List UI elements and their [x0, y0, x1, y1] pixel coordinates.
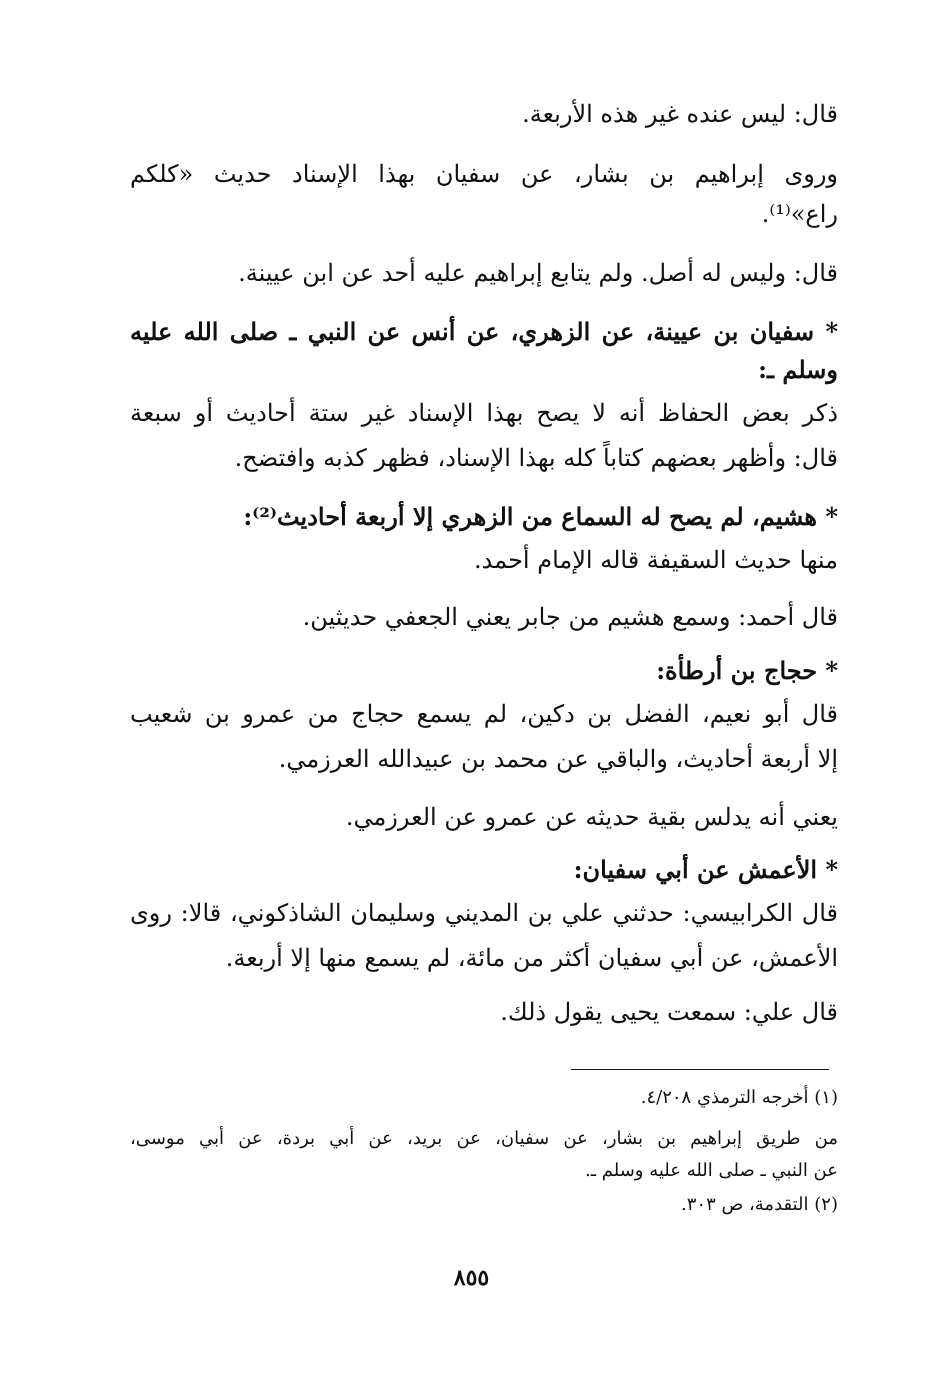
text-line: منها حديث السقيفة قاله الإمام أحمد.	[473, 546, 838, 574]
text-line: قال: وأظهر بعضهم كتاباً كله بهذا الإسناد، فظهر كذبه وافتضح.	[234, 444, 838, 472]
section-heading: * هشيم، لم يصح له السماع من الزهري إلا أربعة أحاديث⁽²⁾:	[243, 502, 838, 531]
section-heading: * سفيان بن عيينة، عن الزهري، عن أنس عن النبي ـ صلى الله عليه	[130, 317, 838, 346]
section-heading: وسلم ـ:	[758, 355, 838, 384]
page-number: ٨٥٥	[453, 1265, 490, 1291]
footnote: من طريق إبراهيم بن بشار، عن سفيان، عن بريد، عن أبي بردة، عن أبي موسى،	[130, 1128, 838, 1149]
text-line: ذكر بعض الحفاظ أنه لا يصح بهذا الإسناد غير ستة أحاديث أو سبعة	[130, 399, 838, 427]
text-line: قال أبو نعيم، الفضل بن دكين، لم يسمع حجاج من عمرو بن شعيب	[130, 700, 838, 728]
text-line: قال: وليس له أصل. ولم يتابع إبراهيم عليه أحد عن ابن عيينة.	[238, 259, 838, 287]
text-line: وروى إبراهيم بن بشار، عن سفيان بهذا الإسناد حديث «كلكم	[130, 160, 838, 188]
section-heading: * حجاج بن أرطأة:	[656, 656, 838, 685]
footnote: عن النبي ـ صلى الله عليه وسلم ـ.	[585, 1160, 838, 1181]
text-line: يعني أنه يدلس بقية حديثه عن عمرو عن العرزمي.	[345, 803, 838, 831]
text-line: إلا أربعة أحاديث، والباقي عن محمد بن عبيدالله العرزمي.	[278, 745, 838, 773]
footnote: (٢) التقدمة، ص ٣٠٣.	[681, 1194, 838, 1215]
text-line: راع»⁽¹⁾.	[761, 200, 838, 228]
footnote-divider	[571, 1069, 829, 1070]
section-heading: * الأعمش عن أبي سفيان:	[573, 855, 838, 884]
footnote: (١) أخرجه الترمذي ٤/٢٠٨.	[640, 1087, 838, 1108]
text-line: قال الكرابيسي: حدثني علي بن المديني وسليمان الشاذكوني، قالا: روى	[130, 899, 838, 927]
text-line: الأعمش، عن أبي سفيان أكثر من مائة، لم يسمع منها إلا أربعة.	[225, 944, 838, 972]
text-line: قال علي: سمعت يحيى يقول ذلك.	[500, 998, 838, 1026]
text-line: قال أحمد: وسمع هشيم من جابر يعني الجعفي حديثين.	[302, 603, 838, 631]
text-line: قال: ليس عنده غير هذه الأربعة.	[522, 100, 838, 128]
